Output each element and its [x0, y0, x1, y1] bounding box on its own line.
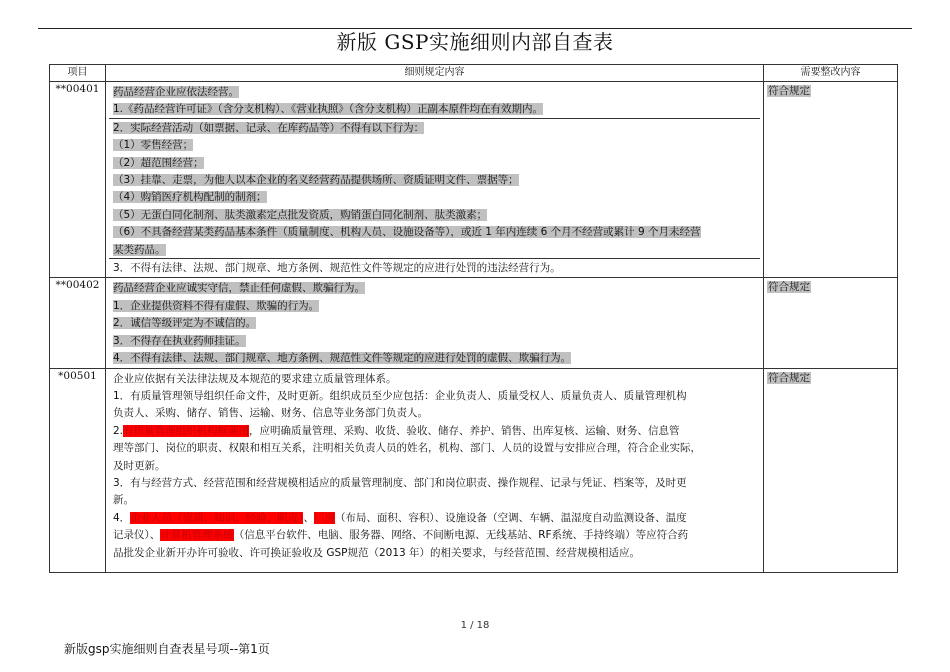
content-line: 企业应依据有关法律法规及本规范的要求建立质量管理体系。	[113, 372, 397, 385]
content-line: 品批发企业新开办许可验收、许可换证验收及 GSP规范（2013 年）的相关要求，与经营范围、经营规模相适应。	[113, 546, 641, 559]
content-line: （1）零售经营；	[113, 139, 194, 152]
content-line: 药品经营企业应依法经营。	[113, 86, 239, 98]
header-fix: 需要整改内容	[764, 65, 898, 82]
fix-cell	[764, 82, 898, 278]
item-code: **00402	[50, 278, 106, 368]
content-line: 2．实际经营活动（如票据、记录、在库药品等）不得有以下行为：	[113, 121, 425, 134]
item-code: **00401	[50, 82, 106, 278]
table-row	[50, 82, 898, 278]
content-line: 负责人、采购、储存、销售、运输、财务、信息等业务部门负责人。	[113, 407, 428, 420]
content-line: 2．诚信等级评定为不诚信的。	[113, 317, 257, 330]
status-badge: 符合规定	[768, 85, 810, 97]
content-line: 1．有质量管理领导组织任命文件，及时更新。组织成员至少应包括：企业负责人、质量受权人、质量负责人、质量管理机构	[113, 389, 687, 402]
content-fragment: 记录仪）、	[113, 529, 161, 542]
content-line: 药品经营企业应诚实守信，禁止任何虚假、欺骗行为。	[113, 282, 365, 295]
item-content	[106, 368, 764, 572]
red-highlight: 企业人员（资质、知识、经验、职责）	[130, 511, 304, 524]
content-line: （6）不具备经营某类药品基本条件（质量制度、机构人员、设施设备等），或近 1 年内连续 6 个月不经营或累计 9 个月未经营	[113, 226, 701, 239]
content-line: （2）超范围经营；	[113, 156, 204, 169]
content-line: （3）挂靠、走票，为他人以本企业的名义经营药品提供场所、资质证明文件、票据等；	[113, 174, 519, 187]
content-line: 理等部门、岗位的职责、权限和相互关系，注明相关负责人员的姓名，机构、部门、人员的设置与安排应合理，符合企业实际，	[113, 442, 701, 455]
fix-cell	[764, 278, 898, 368]
table-row	[50, 278, 898, 368]
fix-cell	[764, 368, 898, 572]
page-number: 1 / 18	[460, 620, 490, 631]
item-content	[106, 82, 764, 278]
content-line: 及时更新。	[113, 459, 166, 472]
status-badge: 符合规定	[768, 371, 810, 384]
content-line: 3．有与经营方式、经营范围和经营规模相适应的质量管理制度、部门和岗位职责、操作规程、记录与凭证、档案等，及时更	[113, 476, 687, 489]
inspection-table	[49, 64, 898, 573]
red-highlight: 计算机管理系统	[160, 529, 234, 542]
content-line: 4．不得有法律、法规、部门规章、地方条例、规范性文件等规定的应进行处罚的虚假、欺骗行为。	[113, 352, 572, 365]
red-highlight: 厂房	[313, 511, 335, 524]
content-line: 3．不得有法律、法规、部门规章、地方条例、规范性文件等规定的应进行处罚的违法经营行为。	[113, 262, 561, 275]
content-line: （4）购销医疗机构配制的制剂；	[113, 191, 267, 204]
content-fragment: 2.	[113, 424, 124, 437]
content-line: （5）无蛋白同化制剂、肽类激素定点批发资质，购销蛋白同化制剂、肽类激素；	[113, 208, 488, 221]
table-row	[50, 368, 898, 572]
content-fragment: 、	[303, 511, 314, 524]
content-line: 1．企业提供资料不得有虚假、欺骗的行为。	[113, 299, 320, 312]
content-line: 新。	[113, 494, 134, 507]
item-content	[106, 278, 764, 368]
header-content: 细则规定内容	[106, 65, 764, 82]
table-header-row	[50, 65, 898, 82]
content-line: 某类药品。	[113, 243, 166, 256]
content-fragment: （信息平台软件、电脑、服务器、网络、不间断电源、无线基站、RF系统、手持终端）等应符合药	[233, 529, 689, 542]
content-fragment: 4．	[113, 511, 131, 524]
content-line: 1.《药品经营许可证》（含分支机构）、《营业执照》（含分支机构）正副本原件均在有效期内。	[113, 103, 544, 116]
document-caption: 新版gsp实施细则自查表星号项--第1页	[64, 642, 270, 656]
page-title: 新版 GSP实施细则内部自查表	[336, 30, 614, 54]
content-line: 3．不得存在执业药师挂证。	[113, 334, 246, 347]
red-highlight: 有质量管理组织机构框架图	[123, 424, 250, 437]
content-fragment: ，应明确质量管理、采购、收货、验收、储存、养护、销售、出库复核、运输、财务、信息管	[249, 424, 680, 437]
header-code: 项目	[50, 65, 106, 82]
status-badge: 符合规定	[768, 281, 810, 294]
item-code: *00501	[50, 368, 106, 572]
content-fragment: （布局、面积、容积）、设施设备（空调、车辆、温湿度自动监测设备、温度	[334, 511, 687, 524]
